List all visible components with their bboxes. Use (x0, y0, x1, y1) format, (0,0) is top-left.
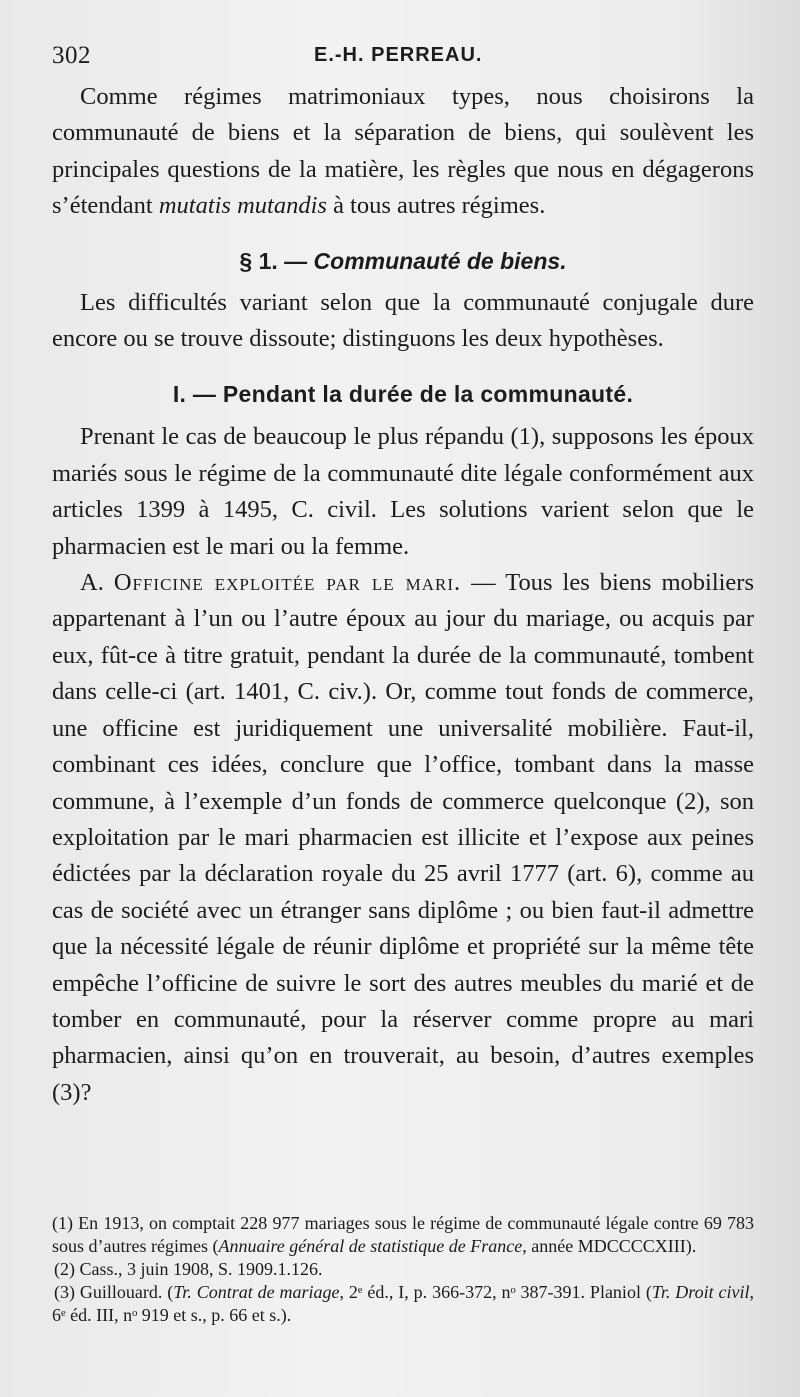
running-head: E.-H. PERREAU. (314, 44, 483, 66)
footnote-3-italic-title: Tr. Contrat de mariage (173, 1282, 340, 1302)
page-body (52, 79, 754, 1111)
paragraph-difficulties: Les difficultés variant selon que la communauté conjugale dure encore ou se trouve dissoute; distinguons les deux hypothèses. (52, 288, 754, 353)
item-label: Officine exploitée par le mari. (113, 569, 462, 597)
section-heading (52, 237, 754, 285)
footnote-1-text: (1) En 1913, on comptait 228 977 mariages sous le régime de communauté légale contre 69 783 sous d’autres régimes ( (52, 1213, 754, 1256)
intro-text-end: à tous autres régimes. (326, 192, 546, 220)
paragraph-officine-husband (52, 565, 754, 1111)
footnote-1 (52, 1212, 754, 1258)
intro-italic-phrase: mutatis mutandis (158, 192, 327, 220)
footnote-3-end: , 6ᵉ éd. III, nᵒ 919 et s., p. 66 et s.). (52, 1282, 754, 1325)
page-header (52, 36, 754, 70)
paragraph-intro (52, 79, 754, 225)
footnote-1-end: , année MDCCCCXIII). (522, 1236, 697, 1256)
footnotes (52, 1212, 754, 1327)
page-number: 302 (52, 42, 91, 69)
intro-text: Comme régimes matrimoniaux types, nous choisirons la communauté de biens et la séparation de biens, qui soulèvent les principales questions de la matière, les règles que nous en dégagerons s’étendant (52, 83, 754, 220)
item-text: — Tous les biens mobiliers appartenant à l’un ou l’autre époux au jour du mariage, ou acquis par eux, fût-ce à titre gratuit, pendant la durée de la communauté, tombent dans celle-ci (art. 1401, C. civ.). Or, comme tout fonds de commerce, une officine est juridiquement une universalité mobilière. Faut-il, combinant ces idées, conclure que l’office, tombant dans la masse commune, à l’exemple d’un fonds de commerce quelconque (2), son exploitation par le mari pharmacien est illicite et l’expose aux peines édictées par la déclaration royale du 25 avril 1777 (art. 6), comme au cas de société avec un étranger sans diplôme ; ou bien faut-il admettre que la nécessité légale de réunir diplôme et propriété sur la même tête empêche l’officine de suivre le sort des autres meubles du marié et de tomber en communauté, pour la réserver comme propre au mari pharmacien, ainsi qu’on en trouverait, au besoin, d’autres exemples (3)? (52, 569, 754, 1106)
section-title: Communauté de biens. (313, 247, 567, 274)
footnote-2: (2) Cass., 3 juin 1908, S. 1909.1.126. (54, 1259, 323, 1279)
section-number: § 1. — (239, 247, 314, 274)
footnote-3-italic-title-2: Tr. Droit civil (651, 1282, 750, 1302)
paragraph-legal-regime: Prenant le cas de beaucoup le plus répandu (1), supposons les époux mariés sous le régime de la communauté dite légale conformément aux articles 1399 à 1495, C. civil. Les solutions varient selon que le pharmacien est le mari ou la femme. (52, 423, 754, 560)
footnote-3 (52, 1281, 754, 1327)
footnote-3-text: (3) Guillouard. ( (54, 1282, 174, 1302)
subsection-heading: I. — Pendant la durée de la communauté. (172, 381, 634, 408)
item-letter: A. (80, 569, 114, 597)
footnote-1-italic: Annuaire général de statistique de France (218, 1236, 523, 1256)
footnote-3-mid: , 2ᵉ éd., I, p. 366-372, nᵒ 387-391. Planiol ( (339, 1282, 652, 1302)
